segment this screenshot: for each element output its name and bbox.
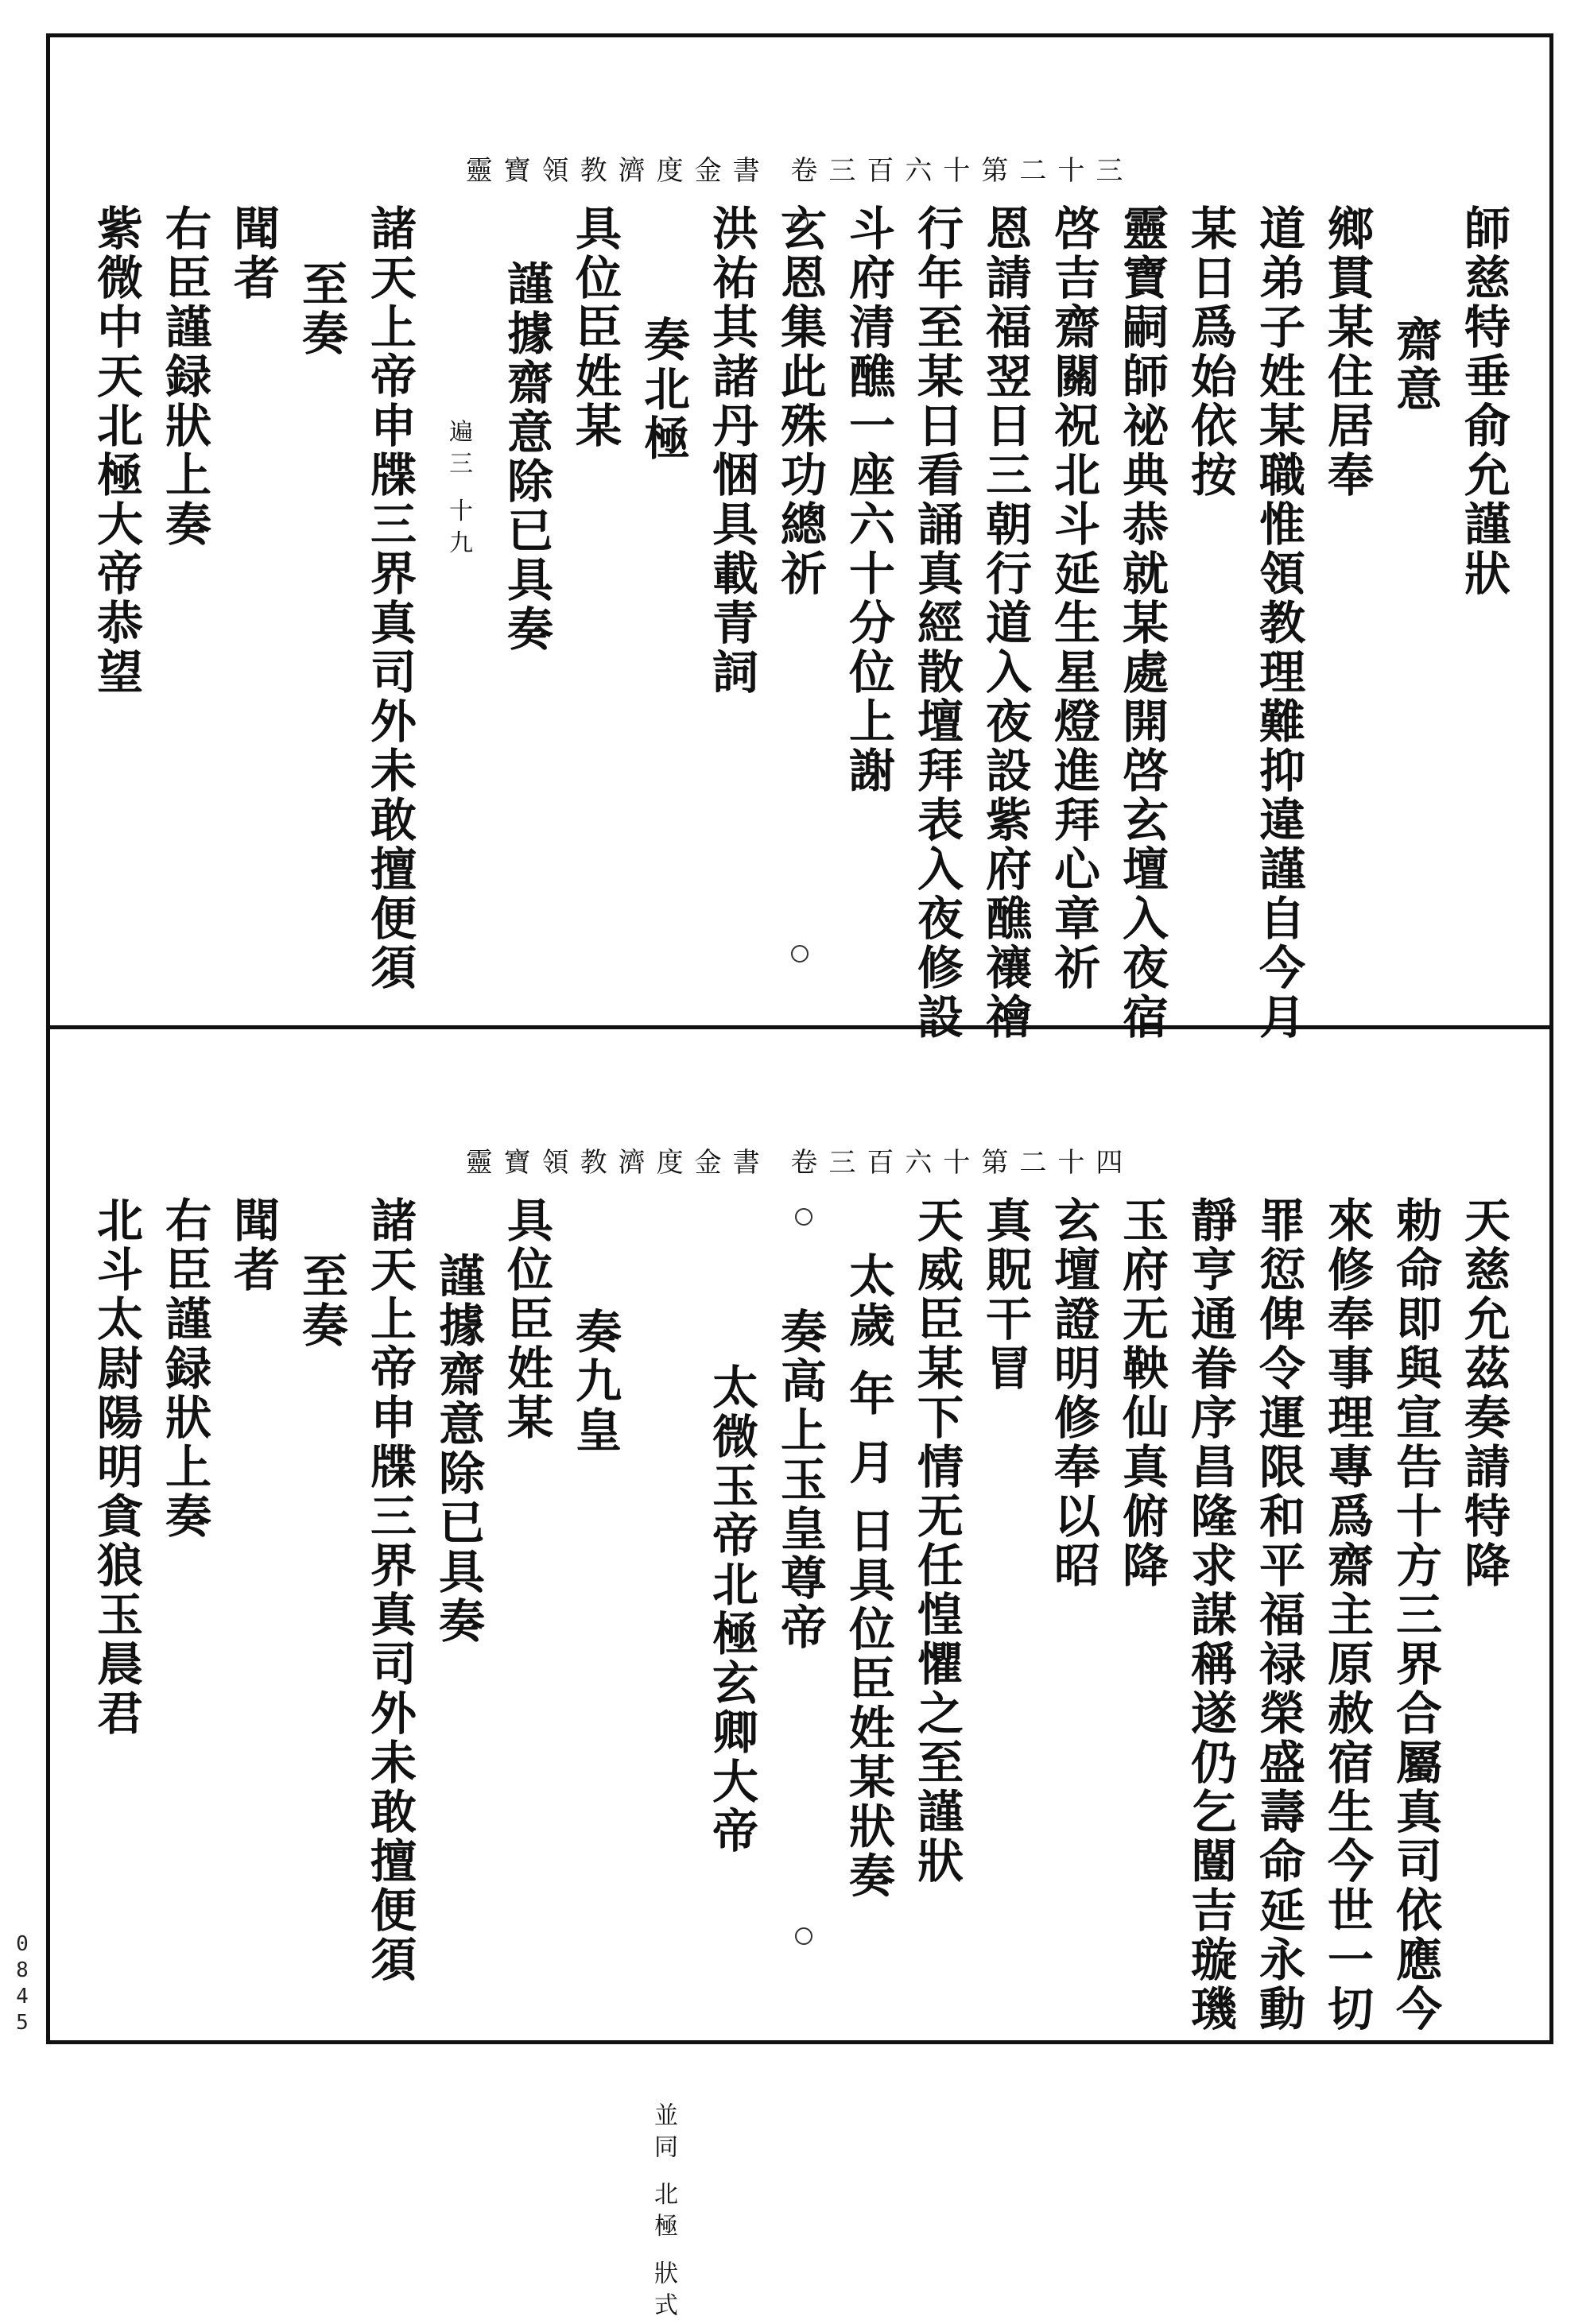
page-number-digit: 8 [16,1958,29,1982]
text-column [1107,204,1176,1042]
column-text: 奏高上玉皇尊帝 [773,1307,827,1652]
binding-hole-mark [795,1208,812,1226]
text-column [1313,204,1381,1001]
column-text: 道弟子姓某職惟領教理難抑違謹自今月 [1251,204,1305,1042]
text-column [1449,1196,1518,2016]
text-column [355,204,424,1001]
text-column [287,1196,355,2016]
text-column [287,204,355,1001]
text-column [150,1196,219,2016]
text-column [82,204,150,1001]
column-text: 諸天上帝申牒三界真司外未敢擅便須 [363,1196,417,1985]
text-columns [82,1196,1518,2324]
column-text: 罪愆俾令運限和平福禄榮盛壽命延永動 [1251,1196,1305,2034]
column-text: 玉府无鞅仙真俯降 [1115,1196,1169,1590]
column-text: 天慈允茲奏請特降 [1456,1196,1510,1590]
column-text: 諸天上帝申牒三界真司外未敢擅便須 [363,204,417,993]
text-column [629,204,697,1001]
text-column [629,1196,697,2324]
column-text: 師慈特垂俞允謹狀 [1456,204,1510,598]
text-column [1176,1196,1244,2034]
column-text: 啓吉齋關祝北斗延生星燈進拜心章祈 [1046,204,1100,993]
column-text: 恩請福翌日三朝行道入夜設紫府醮禳禬 [978,204,1032,1042]
text-column [697,1196,766,2016]
text-column [492,204,560,1001]
column-text: 洪祐其諸丹悃具載青詞 [704,204,758,697]
column-text: 太微玉帝北極玄卿大帝 [704,1363,758,1856]
column-text: 玄壇證明修奉以昭 [1046,1196,1100,1590]
text-column [834,1196,902,2016]
text-column [82,1196,150,2016]
text-column [424,1196,492,2016]
text-column [1107,1196,1176,2016]
column-text: 某日爲始依按 [1183,204,1237,500]
column-text: 奏北極 [636,316,690,463]
column-text: 天威臣某下情无任惶懼之至謹狀 [909,1196,964,1886]
text-column [1039,1196,1107,2016]
text-column [971,204,1039,1042]
text-column [150,204,219,1001]
text-column [1381,1196,1449,2034]
column-text: 具位臣姓某 [499,1196,553,1443]
text-columns [82,204,1518,1042]
text-column [834,204,902,1001]
column-text: 謹據齋意除已具奏 [499,260,553,654]
text-column [902,204,971,1042]
page-number-digit: 0 [16,1932,29,1956]
text-column [492,1196,560,2016]
page-header: 靈寶領教濟度金書 卷三百六十第二十三 [465,155,1134,187]
annotation-text: 並同 北極 狀式 [650,2102,677,2324]
column-text: 聞者 [226,1196,280,1295]
column-text: 至奏 [294,260,348,358]
page-number [11,1931,33,2036]
column-text: 齋意 [1388,316,1442,414]
column-text: 具位臣姓某 [568,204,622,451]
column-text: 斗府清醮一座六十分位上謝 [841,204,895,796]
column-text: 行年至某日看誦真經散壇拜表入夜修設 [909,204,964,1042]
text-column [697,204,766,1001]
column-text: 真貺干冒 [978,1196,1032,1393]
binding-hole-mark [791,214,809,231]
column-text: 聞者 [226,204,280,303]
bottom-page [50,1029,1549,2324]
column-text: 靜亨通眷序昌隆求謀稱遂仍乞闓吉璇璣 [1183,1196,1237,2034]
text-column [560,204,629,1001]
column-text: 北斗太尉陽明貪狼玉晨君 [89,1196,143,1738]
text-column [971,1196,1039,2016]
text-column [1244,204,1313,1042]
top-page [50,37,1549,1042]
binding-hole-mark [791,945,809,963]
page-number-digit: 5 [16,2011,29,2035]
binding-hole-mark [795,1927,812,1945]
column-text: 至奏 [294,1252,348,1350]
text-column [1039,204,1107,1001]
text-column [355,1196,424,2016]
column-text: 紫微中天北極大帝恭望 [89,204,143,697]
text-column [560,1196,629,2016]
column-text: 玄恩集此殊功總祈 [773,204,827,598]
page-number-digit: 4 [16,1985,29,2008]
column-text: 謹據齋意除已具奏 [431,1252,485,1646]
text-column [1381,204,1449,1001]
column-text: 來修奉事理專爲齋主原赦宿生今世一切 [1320,1196,1374,2034]
annotation-text: 遍三 十九 [444,419,472,562]
column-text: 鄉貫某住居奉 [1320,204,1374,500]
text-column [766,1196,834,2016]
text-column [766,204,834,1001]
column-text: 勅命即與宣告十方三界合屬真司依應今 [1388,1196,1442,2034]
column-text: 右臣謹録狀上奏 [157,204,211,549]
column-text: 太歲 年 月 日具位臣姓某狀奏 [841,1252,895,1901]
text-column [902,1196,971,2016]
text-column [219,1196,287,2016]
text-column [219,204,287,1001]
text-column [1449,204,1518,1001]
text-column [424,204,492,1001]
page-header: 靈寶領教濟度金書 卷三百六十第二十四 [465,1147,1134,1179]
text-column [1244,1196,1313,2034]
text-column [1313,1196,1381,2034]
column-text: 右臣謹録狀上奏 [157,1196,211,1541]
column-text: 奏九皇 [568,1307,622,1455]
column-text: 靈寶嗣師祕典恭就某處開啓玄壇入夜宿 [1115,204,1169,1042]
text-column [1176,204,1244,1001]
